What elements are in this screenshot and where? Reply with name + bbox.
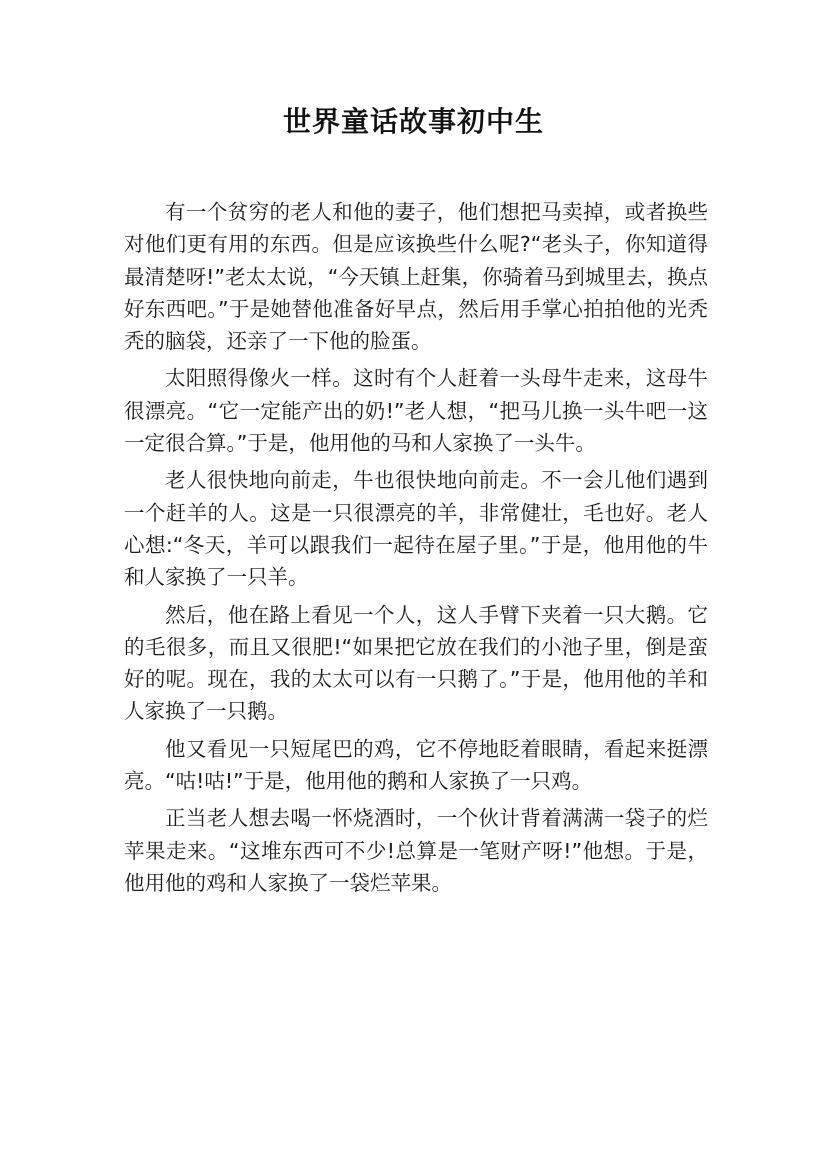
paragraph: 太阳照得像火一样。这时有个人赶着一头母牛走来，这母牛很漂亮。“它一定能产出的奶!”老人想，“把马儿换一头牛吧一这一定很合算。”于是，他用他的马和人家换了一头牛。 — [124, 366, 708, 456]
paragraph: 有一个贫穷的老人和他的妻子，他们想把马卖掉，或者换些对他们更有用的东西。但是应该换些什么呢?“老头子，你知道得最清楚呀!”老太太说，“今天镇上赶集，你骑着马到城里去，换点好东西吧。”于是她替他准备好早点，然后用手掌心拍拍他的光秃秃的脑袋，还亲了一下他的脸蛋。 — [124, 200, 708, 354]
paragraph: 正当老人想去喝一怀烧酒时，一个伙计背着满满一袋子的烂苹果走来。“这堆东西可不少!总算是一笔财产呀!”他想。于是，他用他的鸡和人家换了一袋烂苹果。 — [124, 806, 708, 895]
paragraph: 然后，他在路上看见一个人，这人手臂下夹着一只大鹅。它的毛很多，而且又很肥!“如果把它放在我们的小池子里，倒是蛮好的呢。现在，我的太太可以有一只鹅了。”于是，他用他的羊和人家换了一只鹅。 — [124, 602, 708, 724]
paragraph: 他又看见一只短尾巴的鸡，它不停地眨着眼睛，看起来挺漂亮。“咕!咕!”于是，他用他的鹅和人家换了一只鸡。 — [124, 736, 708, 794]
document-title: 世界童话故事初中生 — [282, 105, 544, 138]
paragraph: 老人很快地向前走，牛也很快地向前走。不一会儿他们遇到一个赶羊的人。这是一只很漂亮的羊，非常健壮，毛也好。老人心想:“冬天，羊可以跟我们一起待在屋子里。”于是，他用他的牛和人家换了一只羊。 — [124, 468, 708, 590]
document-body — [124, 196, 708, 904]
